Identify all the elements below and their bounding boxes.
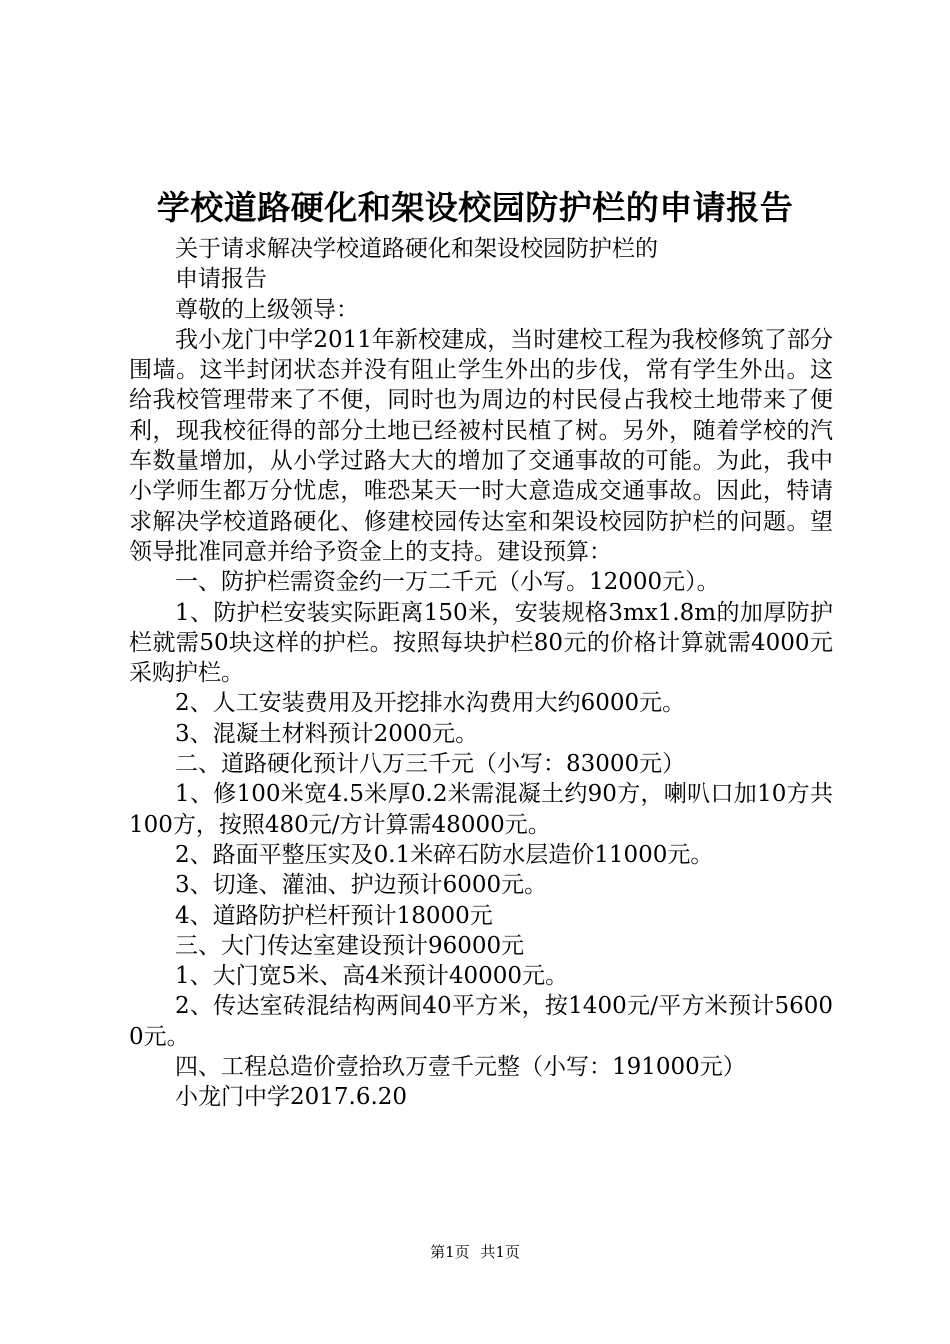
budget-section-gatehouse: 三、大门传达室建设预计96000元 <box>175 932 525 959</box>
budget-item: 2、人工安装费用及开挖排水沟费用大约6000元。 <box>175 690 686 717</box>
budget-item: 2、路面平整压实及0.1米碎石防水层造价11000元。 <box>175 841 714 868</box>
budget-total: 四、工程总造价壹拾玖万壹千元整（小写：191000元） <box>175 1054 746 1081</box>
page-total: 共1页 <box>480 1243 520 1261</box>
budget-item: 1、修100米宽4.5米厚0.2米需混凝土约90方，喇叭口加10方共100方，按照480元/方计算需48000元。 <box>129 781 833 838</box>
body-paragraph-intro: 我小龙门中学2011年新校建成，当时建校工程为我校修筑了部分围墙。这半封闭状态并没有阻止学生外出的步伐，常有学生外出。这给我校管理带来了不便，同时也为周边的村民侵占我校土地带来了便利，现我校征得的部分土地已经被村民植了树。另外，随着学校的汽车数量增加，从小学过路大大的增加了交通事故的可能。为此，我中小学师生都万分忧虑，唯恐某天一时大意造成交通事故。因此，特请求解决学校道路硬化、修建校园传达室和架设校园防护栏的问题。望领导批准同意并给予资金上的支持。建设预算： <box>129 326 833 565</box>
budget-section-road: 二、道路硬化预计八万三千元（小写：83000元） <box>175 751 686 778</box>
budget-item: 3、切逢、灌油、护边预计6000元。 <box>175 872 548 899</box>
budget-section-fence: 一、防护栏需资金约一万二千元（小写。12000元）。 <box>175 569 720 596</box>
budget-item: 4、道路防护栏杆预计18000元 <box>175 902 493 929</box>
document-title: 学校道路硬化和架设校园防护栏的申请报告 <box>156 188 794 227</box>
signature-date: 小龙门中学2017.6.20 <box>175 1084 408 1111</box>
salutation: 尊敬的上级领导： <box>175 296 359 323</box>
budget-item: 3、混凝土材料预计2000元。 <box>175 720 479 747</box>
page-number: 第1页 <box>430 1243 470 1261</box>
subject-line-continued: 申请报告 <box>175 266 267 293</box>
budget-item: 1、防护栏安装实际距离150米，安装规格3mx1.8m的加厚防护栏就需50块这样的护栏。按照每块护栏80元的价格计算就需4000元采购护栏。 <box>129 599 833 687</box>
budget-item: 1、大门宽5米、高4米预计40000元。 <box>175 963 569 990</box>
document-body <box>129 234 833 1113</box>
page-footer <box>0 1242 950 1262</box>
budget-item: 2、传达室砖混结构两间40平方米，按1400元/平方米预计56000元。 <box>129 993 833 1050</box>
subject-line: 关于请求解决学校道路硬化和架设校园防护栏的 <box>175 236 658 262</box>
